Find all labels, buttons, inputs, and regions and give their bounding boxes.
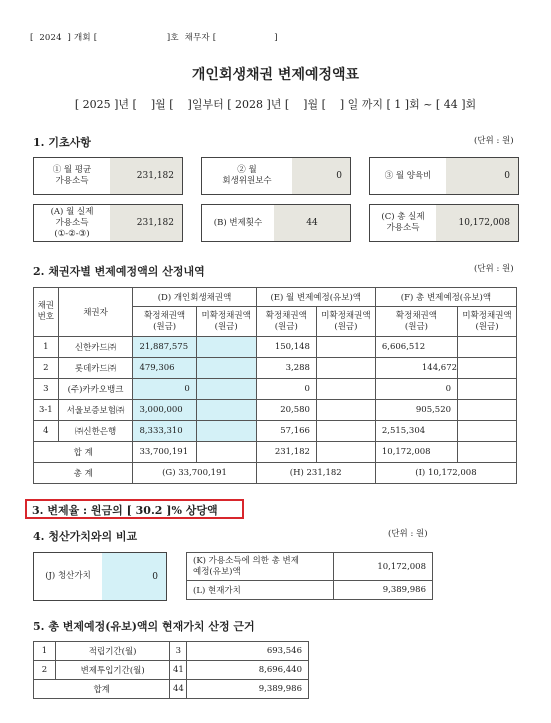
row-e-confirmed: 0	[256, 379, 316, 400]
pv-total-months: 44	[170, 680, 187, 699]
pv-row-no: 2	[34, 661, 56, 680]
row-d-unconfirmed	[196, 379, 256, 400]
table-row	[34, 379, 517, 400]
table-row	[34, 421, 517, 442]
section-4-title: 4. 청산가치와의 비교	[33, 530, 138, 543]
total-income-label: (C) 총 실제 가용소득	[381, 212, 425, 233]
row-e-confirmed: 57,166	[256, 421, 316, 442]
k-value: 10,172,008	[334, 553, 433, 581]
pv-row-amount: 8,696,440	[187, 661, 309, 680]
row-no: 4	[34, 421, 59, 442]
section-1-title: 1. 기초사항	[33, 136, 91, 149]
actual-income-label: (A) 월 실제 가용소득 (①-②-③)	[50, 206, 94, 239]
row-f-confirmed: 144,672	[375, 358, 457, 379]
row-f-unconfirmed	[458, 358, 517, 379]
row-f-unconfirmed	[458, 421, 517, 442]
row-f-unconfirmed	[458, 400, 517, 421]
liquidation-value-label: (J) 청산가치	[45, 571, 91, 581]
col-header-no: 채권 번호	[34, 288, 59, 337]
comparison-table	[186, 552, 433, 600]
row-creditor: (주)카카오뱅크	[58, 379, 133, 400]
subtotal-row	[34, 442, 517, 463]
repayment-count-label: (B) 변제횟수	[213, 217, 263, 228]
section-5-title: 5. 총 변제예정(유보)액의 현재가치 산정 근거	[33, 620, 255, 633]
row-d-unconfirmed	[196, 400, 256, 421]
row-creditor: ㈜신한은행	[58, 421, 133, 442]
trustee-fee-box	[201, 157, 351, 195]
row-e-unconfirmed	[316, 400, 375, 421]
row-f-confirmed: 2,515,304	[375, 421, 457, 442]
subtotal-label: 합 계	[34, 442, 133, 463]
repayment-count-value: 44	[274, 205, 350, 241]
row-e-unconfirmed	[316, 379, 375, 400]
case-number-line: [ 2024 ] 개회 [ ]호 채무자 [ ]	[30, 33, 278, 43]
monthly-income-label: ① 월 평균 가용소득	[52, 165, 92, 186]
row-d-unconfirmed	[196, 421, 256, 442]
row-f-unconfirmed	[458, 379, 517, 400]
subtotal-e: 231,182	[256, 442, 316, 463]
child-support-box	[369, 157, 519, 195]
liquidation-value-box	[33, 552, 167, 601]
row-d-confirmed: 21,887,575	[133, 337, 196, 358]
row-d-confirmed: 0	[133, 379, 196, 400]
actual-income-value: 231,182	[110, 205, 182, 241]
section-4-unit: (단위 : 원)	[388, 529, 428, 539]
pv-row-label: 적립기간(월)	[55, 642, 169, 661]
row-no: 2	[34, 358, 59, 379]
trustee-fee-value: 0	[292, 158, 350, 194]
row-no: 3-1	[34, 400, 59, 421]
col-header-f: (F) 총 변제예정(유보)액	[375, 288, 516, 307]
page-title: 개인회생채권 변제예정액표	[191, 67, 360, 83]
section-1-unit: (단위 : 원)	[474, 136, 514, 146]
creditor-table	[33, 287, 517, 484]
pv-row-amount: 693,546	[187, 642, 309, 661]
row-no: 1	[34, 337, 59, 358]
row-e-unconfirmed	[316, 421, 375, 442]
pv-total-row	[34, 680, 309, 699]
table-row	[34, 661, 309, 680]
total-row	[34, 463, 517, 484]
col-header-d-confirmed: 확정채권액 (원금)	[133, 307, 196, 337]
pv-row-no: 1	[34, 642, 56, 661]
l-value: 9,389,986	[334, 581, 433, 600]
row-no: 3	[34, 379, 59, 400]
row-d-unconfirmed	[196, 358, 256, 379]
col-header-d: (D) 개인회생채권액	[133, 288, 256, 307]
row-d-unconfirmed	[196, 337, 256, 358]
subtotal-f: 10,172,008	[375, 442, 457, 463]
col-header-f-unconfirmed: 미확정채권액 (원금)	[458, 307, 517, 337]
row-e-unconfirmed	[316, 358, 375, 379]
section-2-title: 2. 채권자별 변제예정액의 산정내역	[33, 265, 205, 278]
trustee-fee-label: ② 월 회생위원보수	[222, 165, 272, 186]
section-2-unit: (단위 : 원)	[474, 264, 514, 274]
col-header-d-unconfirmed: 미확정채권액 (원금)	[196, 307, 256, 337]
row-e-unconfirmed	[316, 337, 375, 358]
table-row	[34, 642, 309, 661]
row-f-confirmed: 6,606,512	[375, 337, 457, 358]
actual-income-box	[33, 204, 183, 242]
col-header-e-unconfirmed: 미확정채권액 (원금)	[316, 307, 375, 337]
pv-row-months: 3	[170, 642, 187, 661]
row-d-confirmed: 8,333,310	[133, 421, 196, 442]
child-support-value: 0	[446, 158, 518, 194]
total-income-value: 10,172,008	[436, 205, 518, 241]
pv-total-amount: 9,389,986	[187, 680, 309, 699]
row-d-confirmed: 479,306	[133, 358, 196, 379]
row-f-confirmed: 0	[375, 379, 457, 400]
repayment-rate: 3. 변제율 : 원금의 [ 30.2 ]% 상당액	[32, 504, 218, 517]
total-i: (I) 10,172,008	[375, 463, 516, 484]
row-creditor: 신한카드㈜	[58, 337, 133, 358]
present-value-table	[33, 641, 309, 699]
row-f-confirmed: 905,520	[375, 400, 457, 421]
repayment-period: [ 2025 ]년 [ ]월 [ ]일부터 [ 2028 ]년 [ ]월 [ ] 일 까지 [ 1 ]회 ~ [ 44 ]회	[74, 98, 477, 111]
total-income-box	[369, 204, 519, 242]
row-e-confirmed: 150,148	[256, 337, 316, 358]
row-e-confirmed: 3,288	[256, 358, 316, 379]
pv-total-label: 합계	[34, 680, 170, 699]
pv-row-months: 41	[170, 661, 187, 680]
subtotal-d: 33,700,191	[133, 442, 196, 463]
col-header-creditor: 채권자	[58, 288, 133, 337]
col-header-e: (E) 월 변제예정(유보)액	[256, 288, 375, 307]
col-header-f-confirmed: 확정채권액 (원금)	[375, 307, 457, 337]
pv-row-label: 변제투입기간(월)	[55, 661, 169, 680]
row-creditor: 서울보증보험㈜	[58, 400, 133, 421]
total-g: (G) 33,700,191	[133, 463, 256, 484]
total-h: (H) 231,182	[256, 463, 375, 484]
monthly-income-box	[33, 157, 183, 195]
row-d-confirmed: 3,000,000	[133, 400, 196, 421]
l-label: (L) 현재가치	[187, 581, 334, 600]
monthly-income-value: 231,182	[110, 158, 182, 194]
table-row	[34, 358, 517, 379]
row-creditor: 롯데카드㈜	[58, 358, 133, 379]
row-e-confirmed: 20,580	[256, 400, 316, 421]
table-row	[34, 400, 517, 421]
total-label: 총 계	[34, 463, 133, 484]
row-f-unconfirmed	[458, 337, 517, 358]
child-support-label: ③ 월 양육비	[384, 170, 432, 181]
k-label: (K) 가용소득에 의한 총 변제 예정(유보)액	[187, 553, 334, 581]
liquidation-value: 0	[102, 553, 166, 600]
table-row	[34, 337, 517, 358]
col-header-e-confirmed: 확정채권액 (원금)	[256, 307, 316, 337]
repayment-count-box	[201, 204, 351, 242]
